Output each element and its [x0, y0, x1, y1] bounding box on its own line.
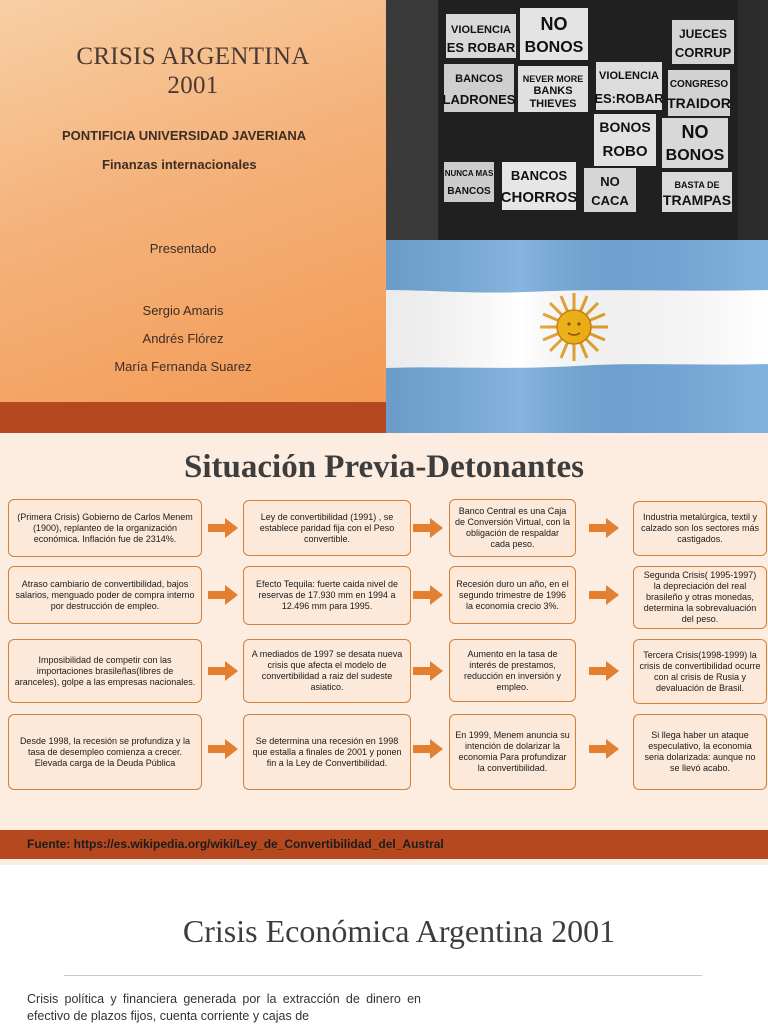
protest-sign [584, 168, 636, 212]
slide-title: Crisis Económica Argentina 2001 [182, 913, 616, 949]
svg-text:JUECES: JUECES [678, 27, 728, 41]
source-citation: Fuente: https://es.wikipedia.org/wiki/Ley_de_Convertibilidad_del_Austral [27, 837, 444, 851]
svg-text:NUNCA MAS: NUNCA MAS [444, 169, 494, 178]
presented-label: Presentado [149, 241, 217, 256]
right-arrow-icon [208, 585, 238, 605]
svg-text:THIEVES: THIEVES [529, 98, 577, 110]
svg-text:ES:ROBAR: ES:ROBAR [594, 91, 664, 106]
protest-sign [520, 8, 588, 60]
crisis-slide [0, 865, 768, 1024]
right-arrow-icon [413, 739, 443, 759]
svg-text:LADRONES: LADRONES [442, 92, 516, 107]
svg-text:NO: NO [681, 122, 709, 142]
protest-sign [662, 118, 728, 168]
university-name: PONTIFICIA UNIVERSIDAD JAVERIANA [62, 128, 307, 143]
flow-box: En 1999, Menem anuncia su intención de dolarizar la economia Para profundizar la convertibilidad. [449, 714, 576, 790]
background-slide [0, 433, 768, 865]
right-arrow-icon [208, 739, 238, 759]
title-panel [0, 0, 386, 402]
svg-text:NEVER MORE: NEVER MORE [522, 74, 584, 84]
svg-text:TRAIDOR: TRAIDOR [667, 95, 731, 111]
title-slide [0, 0, 768, 433]
flow-box: Si llega haber un ataque especulativo, la economia seria dolarizada: aunque no se llevó acabo. [633, 714, 767, 790]
right-arrow-icon [589, 739, 619, 759]
svg-text:BANCOS: BANCOS [447, 186, 491, 197]
protest-sign [662, 172, 732, 212]
protest-sign [594, 62, 664, 110]
slide-title [0, 42, 386, 100]
flow-box: Recesión duro un año, en el segundo trimestre de 1996 la economia crecio 3%. [449, 566, 576, 624]
course-name: Finanzas internacionales [102, 157, 257, 172]
author-list [0, 297, 366, 381]
svg-text:VIOLENCIA: VIOLENCIA [451, 24, 511, 36]
right-arrow-icon [208, 661, 238, 681]
flow-box: (Primera Crisis) Gobierno de Carlos Menem (1900), replanteo de la organización económica. Inflación fue de 2314%. [8, 499, 202, 557]
protest-sign [518, 66, 588, 112]
svg-text:NO: NO [540, 14, 568, 34]
svg-text:BASTA DE: BASTA DE [674, 180, 720, 190]
svg-text:BANCOS: BANCOS [510, 168, 568, 183]
right-arrow-icon [413, 518, 443, 538]
protest-sign [444, 162, 494, 202]
title-band [0, 402, 386, 433]
flag-icon [386, 240, 768, 433]
flow-box: Industria metalúrgica, textil y calzado son los sectores más castigados. [633, 501, 767, 556]
right-arrow-icon [413, 585, 443, 605]
svg-text:CACA: CACA [591, 193, 629, 208]
protest-photo [386, 0, 768, 240]
svg-text:CHORROS: CHORROS [500, 189, 578, 206]
flow-box: Imposibilidad de competir con las importaciones brasileñas(libres de aranceles), golpe a las empresas nacionales. [8, 639, 202, 703]
author-name: Andrés Flórez [142, 331, 224, 346]
svg-text:VIOLENCIA: VIOLENCIA [599, 70, 659, 82]
right-arrow-icon [589, 518, 619, 538]
body-text: Crisis política y financiera generada por la extracción de dinero en efectivo de plazos fijos, cuenta corriente y cajas de [27, 992, 421, 1023]
protest-sign [672, 20, 734, 64]
protest-sign [667, 70, 731, 116]
svg-text:BONOS: BONOS [665, 147, 725, 164]
svg-text:BONOS: BONOS [599, 119, 651, 135]
right-arrow-icon [589, 585, 619, 605]
argentina-flag-image [386, 240, 768, 433]
svg-text:BONOS: BONOS [524, 39, 584, 56]
flow-box: Segunda Crisis( 1995-1997) la depreciación del real brasileño y otras monedas, determina la sobrevaluación del peso. [633, 566, 767, 629]
protest-sign [594, 114, 656, 166]
right-arrow-icon [589, 661, 619, 681]
flow-box: Se determina una recesión en 1998 que estalla a finales de 2001 y ponen fin a la Ley de Convertibilidad. [243, 714, 411, 790]
svg-text:ES ROBAR: ES ROBAR [446, 40, 516, 55]
protest-sign [501, 162, 578, 210]
svg-text:BANCOS: BANCOS [455, 73, 503, 85]
svg-text:NO: NO [600, 174, 620, 189]
svg-text:TRAMPAS: TRAMPAS [662, 192, 732, 208]
svg-text:CONGRESO: CONGRESO [669, 79, 729, 90]
flow-box: A mediados de 1997 se desata nueva crisis que afecta el modelo de convertibilidad a raiz del sudeste asiatico. [243, 639, 411, 703]
protest-sign [446, 14, 516, 58]
protest-signs-image [386, 0, 768, 240]
svg-text:BANKS: BANKS [533, 85, 573, 97]
author-name: Sergio Amaris [142, 303, 224, 318]
title-line-1: CRISIS ARGENTINA [76, 43, 310, 70]
flow-box: Atraso cambiario de convertibilidad, bajos salarios, menguado poder de compra interno por destrucción de empleo. [8, 566, 202, 624]
right-arrow-icon [208, 518, 238, 538]
right-arrow-icon [413, 661, 443, 681]
protest-sign [443, 64, 516, 112]
flow-box: Banco Central es una Caja de Conversión Virtual, con la obligación de respaldar cada peso. [449, 499, 576, 557]
flow-box: Tercera Crisis(1998-1999) la crisis de convertibilidad ocurre con al crisis de Rusia y devaluación de Brasil. [633, 639, 767, 704]
slide-title: Situación Previa-Detonantes [184, 449, 584, 485]
flow-box: Desde 1998, la recesión se profundiza y la tasa de desempleo comienza a crecer. Elevada carga de la Deuda Pública [8, 714, 202, 790]
flow-box: Efecto Tequila: fuerte caida nivel de reservas de 17.930 mm en 1994 a 12.496 mm para 1995. [243, 566, 411, 625]
title-line-2: 2001 [167, 72, 219, 99]
svg-text:ROBO: ROBO [602, 143, 648, 160]
author-name: María Fernanda Suarez [114, 359, 252, 374]
divider [64, 975, 702, 976]
svg-text:CORRUP: CORRUP [674, 45, 732, 60]
flow-box: Ley de convertibilidad (1991) , se establece paridad fija con el Peso convertible. [243, 500, 411, 556]
flow-box: Aumento en la tasa de interés de prestamos, reducción en inversión y empleo. [449, 639, 576, 702]
